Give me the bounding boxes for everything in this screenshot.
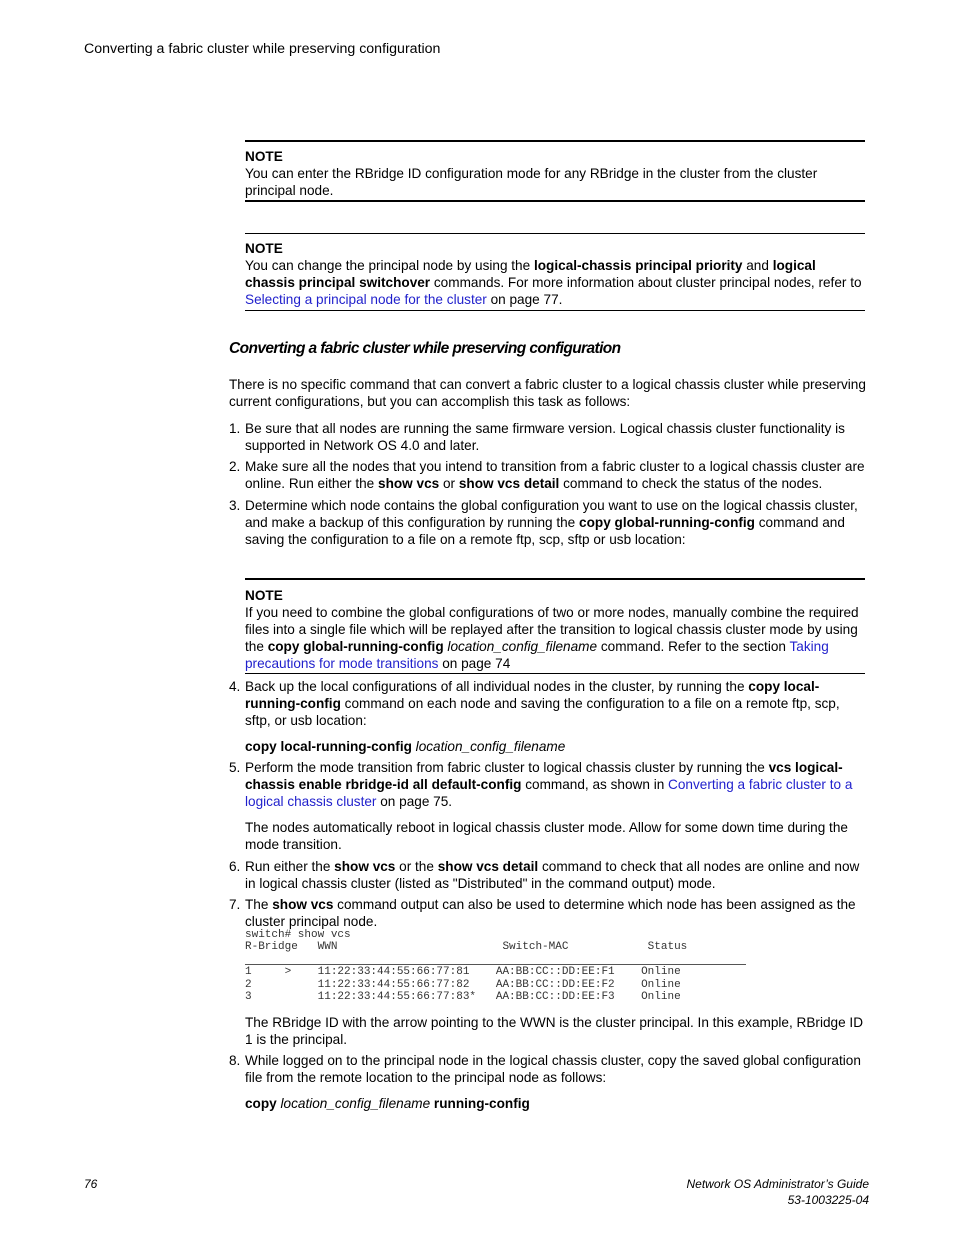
- step-text: [245, 759, 869, 810]
- table-row: 2 11:22:33:44:55:66:77:82 AA:BB:CC::DD:EE:F2 Online: [245, 979, 681, 991]
- step-text: [245, 497, 869, 548]
- text-run: command. Refer to the section: [597, 639, 790, 654]
- note-text: [245, 604, 865, 672]
- command-name: copy local-running-config: [245, 739, 412, 754]
- note-box: [245, 148, 865, 199]
- text-run: on page 77.: [486, 292, 563, 307]
- step-number: 6.: [229, 859, 241, 874]
- note-box: [245, 587, 865, 672]
- list-item: [229, 759, 869, 810]
- step-text: [245, 458, 869, 492]
- step-number: 4.: [229, 679, 241, 694]
- text-run: on page 74: [438, 656, 511, 671]
- running-header: Converting a fabric cluster while preserving configuration: [84, 41, 441, 57]
- note-box: [245, 240, 865, 308]
- step-note-paragraph: The RBridge ID with the arrow pointing to the WWN is the cluster principal. In this example, RBridge ID 1 is the principal.: [245, 1015, 864, 1047]
- text-run: If you need to combine the global configurations of two or more nodes, manually combine the required files into a single file which will be replayed after the transition to logical chassis cluster mode by using the: [245, 605, 859, 654]
- step-number: 1.: [229, 421, 241, 436]
- text-run: The: [245, 897, 273, 912]
- code-prompt: switch# show vcs: [245, 929, 351, 941]
- text-run: command output can also be used to determine which node has been assigned as the cluster principal node.: [245, 897, 856, 929]
- command-name: vcs logical-chassis enable rbridge-id all default-config: [245, 760, 843, 792]
- document-number: 53-1003225-04: [787, 1193, 869, 1207]
- intro-paragraph: There is no specific command that can convert a fabric cluster to a logical chassis cluster while preserving current configurations, but you can accomplish this task as follows:: [229, 377, 866, 409]
- note-label: NOTE: [245, 149, 283, 164]
- note-top-rule: [245, 140, 865, 142]
- list-item: [229, 896, 869, 930]
- command-name: copy global-running-config: [267, 639, 444, 654]
- text-run: or: [439, 476, 459, 491]
- note-label: NOTE: [245, 588, 283, 603]
- step-number: 3.: [229, 498, 241, 513]
- note-bottom-rule: [245, 310, 865, 311]
- command-name: logical chassis principal switchover: [245, 258, 816, 290]
- list-item: [229, 678, 869, 729]
- text-run: Run either the: [245, 859, 335, 874]
- command-name: copy global-running-config: [579, 515, 755, 530]
- step-text: [245, 896, 869, 930]
- list-item: [229, 420, 869, 454]
- text-run: command, as shown in: [521, 777, 669, 792]
- step-number: 7.: [229, 897, 241, 912]
- text-run: Make sure all the nodes that you intend to transition from a fabric cluster to a logical chassis cluster are online. Run either the: [245, 459, 865, 491]
- step-text: Be sure that all nodes are running the same firmware version. Logical chassis cluster functionality is supported in Network OS 4.0 and later.: [245, 421, 845, 453]
- command-name: show vcs: [334, 859, 396, 874]
- text-run: and: [742, 258, 773, 273]
- section-heading: Converting a fabric cluster while preserving configuration: [229, 340, 621, 357]
- list-item: [229, 497, 869, 548]
- text-run: or the: [395, 859, 438, 874]
- code-divider: [245, 964, 746, 965]
- table-row: 1 > 11:22:33:44:55:66:77:81 AA:BB:CC::DD:EE:F1 Online: [245, 966, 681, 978]
- command-name: show vcs detail: [437, 859, 539, 874]
- note-label: NOTE: [245, 241, 283, 256]
- text-run: command on each node and saving the configuration to a file on a remote ftp, scp, sftp, or usb location:: [245, 696, 840, 728]
- text-run: Determine which node contains the global configuration you want to use on the logical chassis cluster, and make a backup of this configuration by running the: [245, 498, 858, 530]
- list-item: [229, 858, 869, 892]
- step-text: [245, 678, 869, 729]
- parameter-name: location_config_filename: [276, 1096, 434, 1111]
- note-bottom-rule: [245, 200, 865, 202]
- step-number: 5.: [229, 760, 241, 775]
- cross-reference-link[interactable]: Converting a fabric cluster to a logical chassis cluster: [245, 777, 853, 809]
- parameter-name: location_config_filename: [443, 639, 598, 654]
- footer-doc-info: [686, 1176, 869, 1208]
- note-top-rule: [245, 233, 865, 234]
- note-text: [245, 257, 865, 308]
- guide-title: Network OS Administrator’s Guide: [686, 1177, 869, 1191]
- text-run: Perform the mode transition from fabric cluster to logical chassis cluster by running the: [245, 760, 769, 775]
- code-table-header: R-Bridge WWN Switch-MAC Status: [245, 941, 688, 953]
- command-name: show vcs: [378, 476, 440, 491]
- command-name: copy local-running-config: [245, 679, 820, 711]
- list-item: [229, 1052, 869, 1086]
- text-run: commands. For more information about cluster principal nodes, refer to: [430, 275, 862, 290]
- step-number: 2.: [229, 459, 241, 474]
- step-number: 8.: [229, 1053, 241, 1068]
- note-top-rule: [245, 578, 865, 580]
- text-run: command and saving the configuration to a file on a remote ftp, scp, sftp or usb location:: [245, 515, 845, 547]
- step-text: While logged on to the principal node in the logical chassis cluster, copy the saved global configuration file from the remote location to the principal node as follows:: [245, 1053, 861, 1085]
- text-run: command to check that all nodes are online and now in logical chassis cluster (listed as "Distributed" in the command output) mode.: [245, 859, 860, 891]
- parameter-name: location_config_filename: [411, 739, 566, 754]
- command-name: show vcs: [272, 897, 334, 912]
- step-text: [245, 858, 869, 892]
- command-syntax: [245, 1095, 870, 1112]
- table-row: 3 11:22:33:44:55:66:77:83* AA:BB:CC::DD:EE:F3 Online: [245, 991, 681, 1003]
- note-text: You can enter the RBridge ID configuration mode for any RBridge in the cluster from the cluster principal node.: [245, 166, 818, 198]
- command-name: running-config: [433, 1096, 530, 1111]
- step-note-paragraph: The nodes automatically reboot in logical chassis cluster mode. Allow for some down time during the mode transition.: [245, 820, 848, 852]
- list-item: [229, 458, 869, 492]
- command-syntax: [245, 738, 870, 755]
- command-name: copy: [245, 1096, 277, 1111]
- command-name: logical-chassis principal priority: [533, 258, 743, 273]
- text-run: Back up the local configurations of all individual nodes in the cluster, by running the: [245, 679, 749, 694]
- text-run: on page 75.: [376, 794, 453, 809]
- note-bottom-rule: [245, 673, 865, 674]
- page-number: 76: [84, 1177, 98, 1191]
- text-run: You can change the principal node by using the: [245, 258, 534, 273]
- text-run: command to check the status of the nodes.: [559, 476, 823, 491]
- command-name: show vcs detail: [458, 476, 560, 491]
- cross-reference-link[interactable]: Selecting a principal node for the cluster: [245, 292, 487, 307]
- cross-reference-link[interactable]: Taking precautions for mode transitions: [245, 639, 829, 671]
